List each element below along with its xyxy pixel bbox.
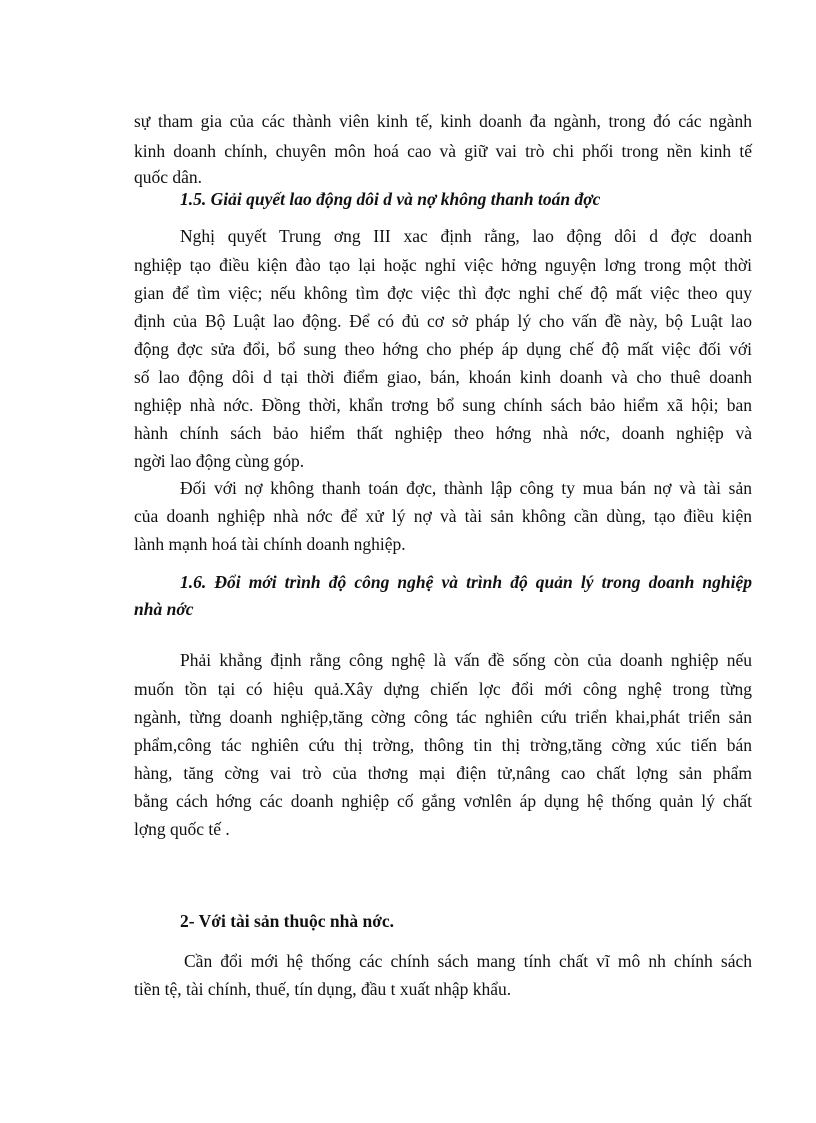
s15-p2-line-2: của doanh nghiệp nhà nớc để xử lý nợ và tài sản không cần dùng, tạo điều kiện <box>134 506 752 526</box>
s16-p-line-1: Phải khẳng định rằng công nghệ là vấn đề sống còn của doanh nghiệp nếu <box>180 650 752 670</box>
s15-p1-line-8: hành chính sách bảo hiểm thất nghiệp theo hớng nhà nớc, doanh nghiệp và <box>134 423 752 443</box>
s15-p1-line-4: định của Bộ Luật lao động. Để có đủ cơ sở pháp lý cho vấn đề này, bộ Luật lao <box>134 311 752 331</box>
s16-heading-line-1: 1.6. Đổi mới trình độ công nghệ và trình độ quản lý trong doanh nghiệp <box>180 572 752 592</box>
s15-p1-line-7: nghiệp nhà nớc. Đồng thời, khẩn trơng bổ sung chính sách bảo hiểm xã hội; ban <box>134 395 752 415</box>
s16-p-line-5: hàng, tăng cờng vai trò của thơng mại điện tử,nâng cao chất lợng sản phẩm <box>134 763 752 783</box>
s16-p-line-7: lợng quốc tế . <box>134 819 230 839</box>
s15-p1-line-9: ngời lao động cùng góp. <box>134 451 305 471</box>
s2-p-line-1: Cần đổi mới hệ thống các chính sách mang tính chất vĩ mô nh chính sách <box>184 951 752 971</box>
s15-p1-line-6: số lao động dôi d tại thời điểm giao, bán, khoán kinh doanh và cho thuê doanh <box>134 367 752 387</box>
s15-p2-line-1: Đối với nợ không thanh toán đợc, thành lập công ty mua bán nợ và tài sản <box>180 478 752 498</box>
s2-p-line-2: tiền tệ, tài chính, thuế, tín dụng, đầu t xuất nhập khẩu. <box>134 979 512 999</box>
intro-line-1: sự tham gia của các thành viên kinh tế, kinh doanh đa ngành, trong đó các ngành <box>134 111 752 131</box>
intro-line-2: kinh doanh chính, chuyên môn hoá cao và giữ vai trò chi phối trong nền kinh tế <box>134 141 752 161</box>
s15-p2-line-3: lành mạnh hoá tài chính doanh nghiệp. <box>134 534 406 554</box>
s16-p-line-3: ngành, từng doanh nghiệp,tăng cờng công tác nghiên cứu triển khai,phát triển sản <box>134 707 752 727</box>
intro-line-3: quốc dân. <box>134 167 203 187</box>
s15-p1-line-2: nghiệp tạo điều kiện đào tạo lại hoặc nghỉ việc hởng nguyện lơng trong một thời <box>134 255 752 275</box>
s16-p-line-4: phẩm,công tác nghiên cứu thị trờng, thông tin thị trờng,tăng cờng xúc tiến bán <box>134 735 752 755</box>
s15-p1-line-3: gian để tìm việc; nếu không tìm đợc việc thì đợc nghỉ chế độ mất việc theo quy <box>134 283 752 303</box>
section-2-heading: 2- Với tài sản thuộc nhà nớc. <box>180 911 395 931</box>
s15-p1-line-1: Nghị quyết Trung ơng III xac định rằng, lao động dôi d đợc doanh <box>180 226 752 246</box>
s16-p-line-6: bằng cách hớng các doanh nghiệp cố gắng vơnlên áp dụng hệ thống quản lý chất <box>134 791 752 811</box>
s15-p1-line-5: động đợc sửa đổi, bổ sung theo hớng cho phép áp dụng chế độ mất việc đối với <box>134 339 752 359</box>
section-1-5-heading: 1.5. Giải quyết lao động dôi d và nợ không thanh toán đợc <box>180 189 601 209</box>
s16-p-line-2: muốn tồn tại có hiệu quả.Xây dựng chiến lợc đổi mới công nghệ trong từng <box>134 679 752 699</box>
s16-heading-line-2: nhà nớc <box>134 599 194 619</box>
